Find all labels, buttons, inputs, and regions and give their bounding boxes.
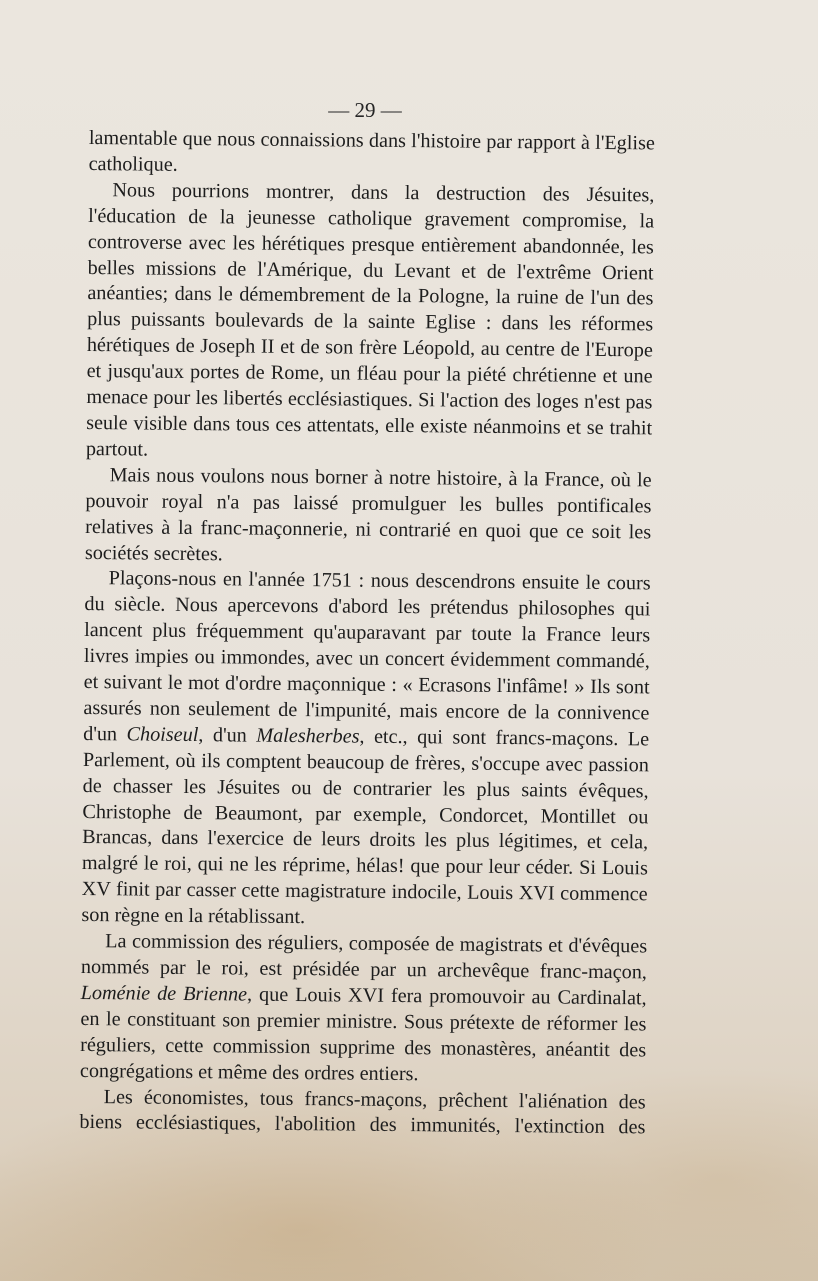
page-number: — 29 — [328, 98, 402, 122]
paragraph-text: Plaçons-nous en l'année 1751 : nous descendrons ensuite le cours du siècle. Nous apercevons d'abord les prétendus philosophes qui lancent plus fréquemment qu'auparavant par toute la France leurs livres impies ou immondes, avec un concert évidemment commandé, et suivant le mot d'ordre maçonnique : « Ecrasons l'infâme! » Ils sont assurés non seulement de l'impunité, mais encore de la connivence d'un [83, 567, 651, 746]
paragraph-5 [80, 929, 647, 1090]
italic-name-choiseul: Choiseul [126, 723, 199, 746]
paragraph-text: lamentable que nous connaissions dans l'histoire par rapport à l'Eglise catholique. [88, 126, 655, 176]
paragraph-1-continuation [89, 126, 655, 183]
paragraph-6 [79, 1084, 645, 1141]
paragraph-text: La commission des réguliers, composée de magistrats et d'évêques nommés par le roi, est présidée par un archevêque franc-maçon, [80, 930, 648, 984]
paragraph-text: Les économistes, tous francs-maçons, prêchent l'aliénation des biens ecclésiastiques, l'abolition des immunités, l'extinction des [79, 1085, 646, 1139]
paragraph-4 [81, 566, 650, 934]
paragraph-3 [85, 463, 652, 572]
italic-name-malesherbes: Malesherbes [256, 724, 360, 748]
italic-name-lomenie: Loménie de Brienne [80, 981, 248, 1006]
paragraph-2 [86, 178, 655, 468]
paragraph-text: Nous pourrions montrer, dans la destruction des Jésuites, l'éducation de la jeunesse catholique gravement compromise, la controverse avec les hérétiques presque entièrement abandonnée, les belles missions de l'Amérique, du Levant et de l'extrême Orient anéanties; dans le démembrement de la Pologne, la ruine de l'un des plus puissants boulevards de la sainte Eglise : dans les réformes hérétiques de Joseph II et de son frère Léopold, au centre de l'Europe et jusqu'aux portes de Rome, un fléau pour la piété chrétienne et une menace pour les libertés ecclésiastiques. Si l'action des loges n'est pas seule visible dans tous ces attentats, elle existe néanmoins et se trahit partout. [85, 179, 655, 461]
body-text [79, 126, 655, 1142]
paragraph-text: , que Louis XVI fera promouvoir au Cardinalat, en le constituant son premier ministre. Sous prétexte de réformer les réguliers, cette commission supprime des monastères, anéantit des congrégations et même des ordres entiers. [79, 983, 647, 1085]
paragraph-text: , etc., qui sont francs-maçons. Le Parlement, où ils comptent beaucoup de frères, s'occupe avec passion de chasser les Jésuites ou de contrarier les plus saints évêques, Christophe de Beaumont, par exemple, Condorcet, Montillet ou Brancas, dans l'exercice de leurs droits les plus légitimes, et cela, malgré le roi, qui ne les réprime, hélas! que pour leur céder. Si Louis XV finit par casser cette magistrature indocile, Louis XVI commence son règne en la rétablissant. [81, 725, 650, 929]
paragraph-text: Mais nous voulons nous borner à notre histoire, à la France, où le pouvoir royal n'a pas laissé promulguer les bulles pontificales relatives à la franc-maçonnerie, ni contrarié en quoi que ce soit les sociétés secrètes. [84, 463, 652, 565]
paragraph-text: , d'un [198, 723, 257, 747]
